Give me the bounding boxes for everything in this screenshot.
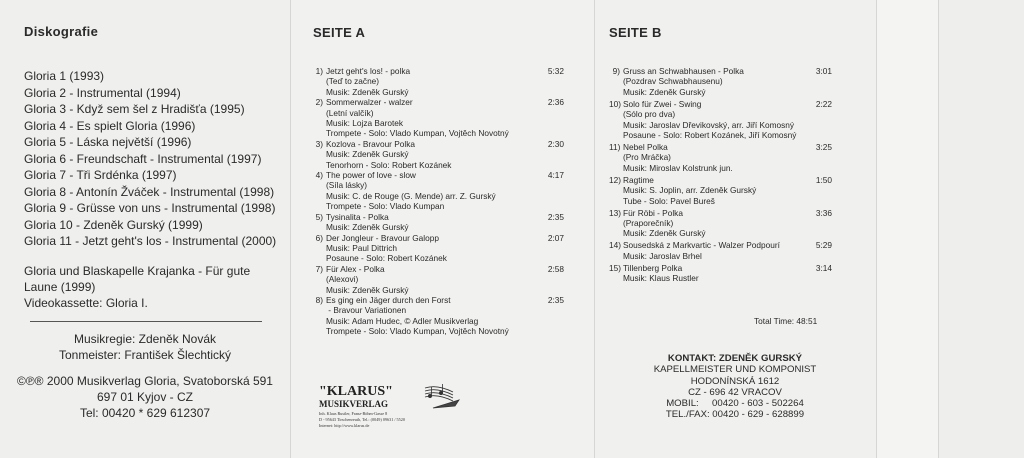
contact-head: KONTAKT: ZDENĚK GURSKÝ	[667, 353, 803, 364]
track-title: Sousedská z Markvartic - Walzer Podpourí	[623, 240, 780, 251]
contact-line: TEL./FAX: 00420 - 629 - 628899	[665, 409, 805, 421]
logo-small-line: Inh. Klaus Rustler, Franz-Böhm-Gasse 8	[319, 411, 388, 416]
side-b-title: SEITE B	[609, 25, 662, 40]
track-title: Gruss an Schwabhausen - Polka	[623, 66, 744, 76]
track-detail: Musik: Zdeněk Gurský	[623, 228, 706, 239]
klarus-logo	[317, 382, 487, 439]
extra-line: Laune (1999)	[24, 280, 96, 294]
discography-item: Gloria 11 - Jetzt geht's los - Instrumental (2000)	[24, 234, 277, 248]
track-item	[609, 208, 832, 239]
publisher-info	[0, 373, 290, 421]
track-detail: Trompete - Solo: Vlado Kumpan	[326, 201, 445, 212]
track-row	[312, 97, 564, 107]
logo-small-line: D - 95643 Tirschenreuth, Tel.: (0049) 09631 / 5520	[319, 417, 405, 422]
track-row	[312, 212, 564, 222]
track-time: 3:36	[815, 207, 832, 218]
phone: Tel: 00420 * 629 612307	[79, 406, 211, 420]
track-title: Jetzt geht's los! - polka	[326, 66, 411, 76]
track-detail: (Teď to začne)	[326, 76, 380, 87]
track-detail: Trompete - Solo: Vlado Kumpan, Vojtěch Novotný	[326, 128, 509, 139]
discography-item: Gloria 9 - Grüsse von uns - Instrumental (1998)	[24, 201, 276, 215]
track-number: 3)	[315, 138, 323, 149]
track-item	[609, 240, 832, 261]
track-detail: Musik: Zdeněk Gurský	[326, 86, 409, 97]
track-item	[312, 233, 564, 264]
extra-line: Videokassette: Gloria I.	[24, 296, 148, 310]
logo-sub: MUSIKVERLAG	[319, 399, 389, 409]
address: 697 01 Kyjov - CZ	[96, 390, 194, 404]
discography-item: Gloria 2 - Instrumental (1994)	[24, 85, 181, 100]
track-item	[609, 99, 832, 141]
extra-line: Gloria und Blaskapelle Krajanka - Für gute	[24, 264, 251, 278]
track-item	[609, 142, 832, 173]
track-detail: (Sólo pro dva)	[623, 109, 676, 120]
track-row	[312, 233, 564, 243]
track-time: 3:01	[815, 66, 832, 76]
track-title: Kozlova - Bravour Polka	[326, 138, 416, 149]
side-a-title: SEITE A	[313, 25, 366, 40]
track-time: 2:58	[547, 263, 564, 274]
side-a-tracklist	[312, 66, 564, 337]
track-number: 9)	[612, 66, 620, 76]
track-time: 1:50	[815, 174, 832, 185]
track-detail: (Pozdrav Schwabhausenu)	[623, 76, 723, 87]
discography-item: Gloria 4 - Es spielt Gloria (1996)	[24, 118, 196, 133]
track-detail: Tenorhorn - Solo: Robert Kozánek	[326, 159, 452, 170]
track-number: 12)	[609, 174, 621, 185]
track-number: 11)	[609, 142, 621, 153]
track-number: 1)	[315, 66, 323, 76]
copyright: ©℗® 2000 Musikverlag Gloria, Svatoborská 591	[17, 374, 273, 388]
track-item	[312, 212, 564, 233]
track-detail: Musik: Zdeněk Gurský	[623, 86, 706, 97]
track-detail: (Pro Mráčka)	[623, 152, 671, 163]
flap-panel	[938, 0, 1024, 458]
track-number: 15)	[609, 262, 621, 273]
track-title: Es ging ein Jäger durch den Forst	[326, 294, 451, 305]
track-number: 7)	[315, 263, 323, 274]
discography-item: Gloria 5 - Láska největší (1996)	[24, 135, 192, 149]
track-row	[609, 142, 832, 152]
track-detail: Musik: Jaroslav Brhel	[623, 250, 702, 261]
track-title: Solo für Zwei - Swing	[623, 98, 702, 109]
track-number: 2)	[315, 97, 323, 108]
track-item	[312, 66, 564, 97]
track-item	[312, 170, 564, 212]
track-title: Der Jongleur - Bravour Galopp	[326, 232, 439, 243]
track-row	[609, 263, 832, 273]
track-number: 5)	[315, 211, 323, 222]
track-row	[609, 208, 832, 218]
discography-item: Gloria 6 - Freundschaft - Instrumental (1997)	[24, 151, 262, 166]
track-title: Für Alex - Polka	[326, 263, 385, 274]
track-title: Tillenberg Polka	[623, 262, 683, 273]
track-detail: Musik: Lojza Barotek	[326, 118, 404, 129]
total-time: Total Time: 48:51	[754, 316, 818, 326]
klarus-logo-graphic	[317, 382, 487, 434]
track-item	[609, 263, 832, 284]
track-detail: Tube - Solo: Pavel Bureš	[623, 195, 715, 206]
track-item	[312, 295, 564, 337]
track-time: 5:29	[815, 240, 832, 251]
track-row	[312, 264, 564, 274]
track-title: Nebel Polka	[623, 142, 668, 153]
discography-item: Gloria 1 (1993)	[24, 69, 105, 83]
track-detail: Musik: Paul Dittrich	[326, 242, 398, 253]
track-detail: Musik: Zdeněk Gurský	[326, 222, 409, 233]
discography-list	[24, 68, 276, 250]
track-detail: Musik: Jaroslav Dřevikovský, arr. Jiří Komosný	[623, 119, 795, 130]
track-detail: Musik: S. Joplin, arr. Zdeněk Gurský	[623, 185, 757, 196]
discography-item: Gloria 7 - Tři Srdénka (1997)	[24, 168, 177, 182]
track-row	[312, 66, 564, 76]
track-time: 3:25	[815, 142, 832, 153]
track-detail: (Praporečník)	[623, 218, 674, 229]
track-title: Sommerwalzer - walzer	[326, 97, 413, 108]
contact-line: CZ - 696 42 VRACOV	[688, 386, 782, 398]
track-title: The power of love - slow	[326, 170, 416, 181]
track-time: 5:32	[547, 66, 564, 76]
track-title: Für Röbi - Polka	[623, 207, 683, 218]
track-detail: Posaune - Solo: Robert Kozánek	[326, 253, 447, 264]
track-time: 2:07	[547, 232, 564, 243]
track-number: 8)	[315, 294, 323, 305]
spine-panel	[876, 0, 938, 458]
logo-name: "KLARUS"	[319, 384, 393, 399]
discography-title: Diskografie	[24, 24, 99, 39]
track-detail: Trompete - Solo: Vlado Kumpan, Vojtěch Novotný	[326, 326, 509, 337]
track-number: 10)	[609, 98, 621, 109]
track-time: 2:30	[547, 138, 564, 149]
track-row	[609, 99, 832, 109]
contact-line: MOBIL: 00420 - 603 - 502264	[666, 398, 804, 410]
logo-small-line: Internet: http://www.klarus.de	[319, 423, 370, 428]
track-row	[609, 66, 832, 76]
track-row	[312, 139, 564, 149]
track-number: 4)	[315, 170, 323, 181]
fold-line	[938, 0, 939, 458]
track-row	[312, 295, 564, 305]
track-time: 2:36	[547, 97, 564, 108]
track-item	[312, 97, 564, 139]
track-detail: Musik: Adam Hudec, © Adler Musikverlag	[326, 315, 479, 326]
track-row	[609, 175, 832, 185]
track-item	[312, 264, 564, 295]
music-director: Musikregie: Zdeněk Novák	[73, 332, 217, 346]
track-item	[609, 66, 832, 97]
track-title: Ragtime	[623, 174, 654, 185]
track-time: 2:22	[815, 98, 832, 109]
music-note-icon	[425, 384, 459, 408]
track-title: Tysinalita - Polka	[326, 211, 389, 222]
track-time: 2:35	[547, 211, 564, 222]
track-time: 4:17	[547, 170, 564, 181]
discography-item: Gloria 8 - Antonín Žváček - Instrumental (1998)	[24, 184, 275, 199]
track-detail: (Alexovi)	[326, 274, 359, 285]
track-time: 2:35	[547, 294, 564, 305]
side-b-tracklist	[609, 66, 832, 285]
discography-item: Gloria 10 - Zdeněk Gurský (1999)	[24, 217, 203, 232]
track-detail: Musik: Zdeněk Gurský	[326, 149, 409, 160]
track-detail: Musik: C. de Rouge (G. Mende) arr. Z. Gurský	[326, 190, 496, 201]
contact-line: KAPELLMEISTER UND KOMPONIST	[653, 364, 817, 376]
track-time: 3:14	[815, 262, 832, 273]
track-item	[609, 175, 832, 206]
contact-block	[594, 353, 876, 421]
track-detail: Musik: Miroslav Kolstrunk jun.	[623, 162, 733, 173]
track-detail: (Letní valčík)	[326, 107, 374, 118]
credits	[0, 331, 290, 363]
track-number: 14)	[609, 240, 621, 251]
contact-line: HODONÍNSKÁ 1612	[690, 375, 780, 387]
track-detail: Musik: Klaus Rustler	[623, 273, 699, 284]
discography-item: Gloria 3 - Když sem šel z Hradišťa (1995)	[24, 102, 245, 116]
track-detail: Posaune - Solo: Robert Kozánek, Jiří Komosný	[623, 130, 797, 141]
track-number: 13)	[609, 207, 621, 218]
sound-engineer: Tonmeister: František Šlechtický	[58, 348, 232, 362]
track-detail: (Síla lásky)	[326, 180, 368, 191]
track-number: 6)	[315, 232, 323, 243]
track-row	[609, 240, 832, 250]
discography-extra	[24, 263, 284, 311]
track-item	[312, 139, 564, 170]
divider	[30, 321, 262, 322]
track-detail: Musik: Zdeněk Gurský	[326, 284, 409, 295]
track-row	[312, 170, 564, 180]
fold-line	[290, 0, 291, 458]
track-detail: - Bravour Variationen	[326, 305, 407, 316]
fold-line	[876, 0, 877, 458]
